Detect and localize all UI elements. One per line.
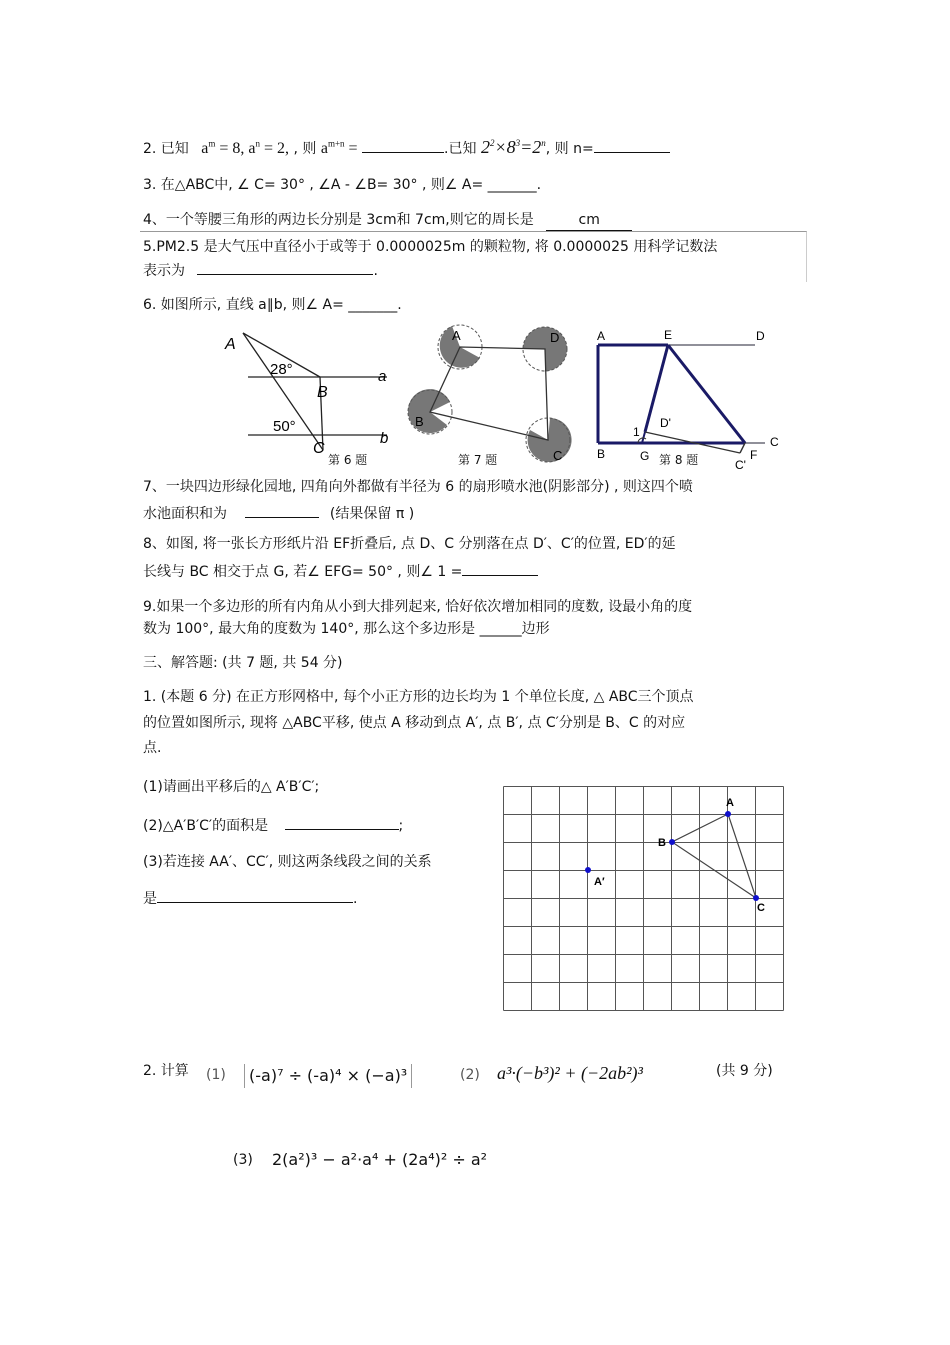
label-G: G xyxy=(640,449,650,463)
q4-text: 4、一个等腰三角形的两边长分别是 3cm和 7cm,则它的周长是 xyxy=(143,212,534,228)
label-b: b xyxy=(380,430,389,447)
question-5-line1: 5.PM2.5 是大气压中直径小于或等于 0.0000025m 的颗粒物, 将 0.0000025 用科学记数法 xyxy=(143,239,718,255)
s1-sub2-blank[interactable] xyxy=(285,815,399,830)
label-B: B xyxy=(317,384,328,401)
s1-sub2: (2)△A′B′C′的面积是 ; xyxy=(143,815,403,836)
fig7-caption: 第 7 题 xyxy=(458,453,498,467)
triangle-ABC xyxy=(672,814,756,898)
label-C: C xyxy=(553,448,563,463)
question-7-line2 xyxy=(143,503,414,524)
point-B xyxy=(669,839,675,845)
q5-blank[interactable] xyxy=(197,260,373,275)
fold-EF xyxy=(668,345,745,443)
q2-expr-2: $a^{m+n}$ = xyxy=(320,138,358,157)
label-A: A xyxy=(225,336,236,353)
q7-note: (结果保留 π ) xyxy=(329,506,415,522)
label-a: a xyxy=(378,368,387,385)
question-6: 6. 如图所示, 直线 a∥b, 则∠ A= _______. xyxy=(143,297,402,313)
q4-unit: cm xyxy=(578,212,600,228)
point-A xyxy=(725,811,731,817)
fig8-caption: 第 8 题 xyxy=(659,453,699,467)
question-3: 3. 在△ABC中, ∠ C= 30° , ∠A - ∠B= 30° , 则∠ A= _______. xyxy=(143,177,542,193)
s1-line3: 点. xyxy=(143,740,162,756)
label-C: C xyxy=(313,440,325,457)
point-Ap xyxy=(585,867,591,873)
angle-50: 50° xyxy=(273,418,296,435)
question-4 xyxy=(143,210,632,231)
label-Cp: C' xyxy=(735,458,746,472)
s2-expr1-num: (1) xyxy=(206,1067,226,1083)
label-D: D xyxy=(756,329,765,343)
q4-answer[interactable] xyxy=(546,210,632,231)
s2-expr1: (-a)⁷ ÷ (-a)⁴ × (−a)³ xyxy=(244,1064,412,1088)
fig6-caption: 第 6 题 xyxy=(328,453,368,467)
question-2 xyxy=(143,133,670,159)
label-B: B xyxy=(658,837,666,849)
q8-blank[interactable] xyxy=(462,561,538,576)
q7-label: 水池面积和为 xyxy=(143,506,227,522)
sector-C xyxy=(528,418,572,462)
question-8-line1: 8、如图, 将一张长方形纸片沿 EF折叠后, 点 D、C 分别落在点 D′、C′的位置, ED′的延 xyxy=(143,536,676,552)
question-5-line2: 表示为 . xyxy=(143,260,378,281)
q7-blank[interactable] xyxy=(245,503,319,518)
angle-28: 28° xyxy=(270,361,293,378)
q2-given: .已知 xyxy=(444,141,477,157)
q2-blank-2[interactable] xyxy=(594,138,670,153)
label-C: C xyxy=(770,435,779,449)
s1-sub3b: 是 . xyxy=(143,888,357,909)
q2-n: , 则 n= xyxy=(545,141,594,157)
label-Ap: A′ xyxy=(594,876,605,888)
label-B: B xyxy=(597,447,606,461)
point-C xyxy=(753,895,759,901)
question-8-line2 xyxy=(143,561,538,582)
question-9-line2: 数为 100°, 最大角的度数为 140°, 那么这个多边形是 ______边形 xyxy=(143,621,550,637)
q2-prefix: 2. 已知 xyxy=(143,141,189,157)
s1-line2: 的位置如图所示, 现将 △ABC平移, 使点 A 移动到点 A′, 点 B′, 点 C′分别是 B、C 的对应 xyxy=(143,715,686,731)
s2-label: 2. 计算 xyxy=(143,1063,189,1079)
label-F: F xyxy=(750,448,758,462)
section-3-heading: 三、解答题: (共 7 题, 共 54 分) xyxy=(143,655,343,671)
label-Dp: D' xyxy=(660,416,671,430)
question-7-line1: 7、一块四边形绿化园地, 四角向外都做有半径为 6 的扇形喷水池(阴影部分) , 则这四个喷 xyxy=(143,479,693,495)
q2-expr-3: $2^2\times 8^3=2^n$ xyxy=(480,137,546,157)
s1-sub3b-text: 是 xyxy=(143,891,157,907)
label-A: A xyxy=(452,328,461,343)
q2-then: , 则 xyxy=(293,141,317,157)
s2-expr3-num: (3) xyxy=(233,1152,253,1168)
label-A: A xyxy=(726,797,734,809)
q2-expr-1: $a^m = 8$, $a^n = 2$, xyxy=(201,138,290,157)
q8-text: 长线与 BC 相交于点 G, 若∠ EFG= 50° , 则∠ 1 = xyxy=(143,564,463,580)
s1-sub3-blank[interactable] xyxy=(157,888,353,903)
s1-sub2-text: (2)△A′B′C′的面积是 xyxy=(143,818,269,834)
label-E: E xyxy=(664,328,673,342)
question-9-line1: 9.如果一个多边形的所有内角从小到大排列起来, 恰好依次增加相同的度数, 设最小角的度 xyxy=(143,599,693,615)
q2-blank-1[interactable] xyxy=(362,138,444,153)
s2-expr3: 2(a²)³ − a²·a⁴ + (2a⁴)² ÷ a² xyxy=(272,1150,488,1169)
label-B: B xyxy=(415,414,424,429)
s1-sub3: (3)若连接 AA′、CC′, 则这两条线段之间的关系 xyxy=(143,854,432,870)
label-C: C xyxy=(757,902,765,914)
s2-expr2: a³·(−b³)² + (−2ab²)³ xyxy=(497,1063,643,1083)
s2-expr2-num: (2) xyxy=(460,1067,480,1083)
label-D: D xyxy=(550,330,560,345)
label-1: 1 xyxy=(633,425,640,439)
figure-6 xyxy=(215,325,400,470)
s2-points: (共 9 分) xyxy=(716,1063,773,1079)
grid-figure xyxy=(503,786,788,1014)
grid-lines xyxy=(504,787,784,1011)
label-A: A xyxy=(597,329,606,343)
s1-sub1: (1)请画出平移后的△ A′B′C′; xyxy=(143,779,320,795)
q5-label: 表示为 xyxy=(143,263,185,279)
figure-7 xyxy=(405,322,580,470)
s1-line1: 1. (本题 6 分) 在正方形网格中, 每个小正方形的边长均为 1 个单位长度, △ ABC三个顶点 xyxy=(143,689,694,705)
